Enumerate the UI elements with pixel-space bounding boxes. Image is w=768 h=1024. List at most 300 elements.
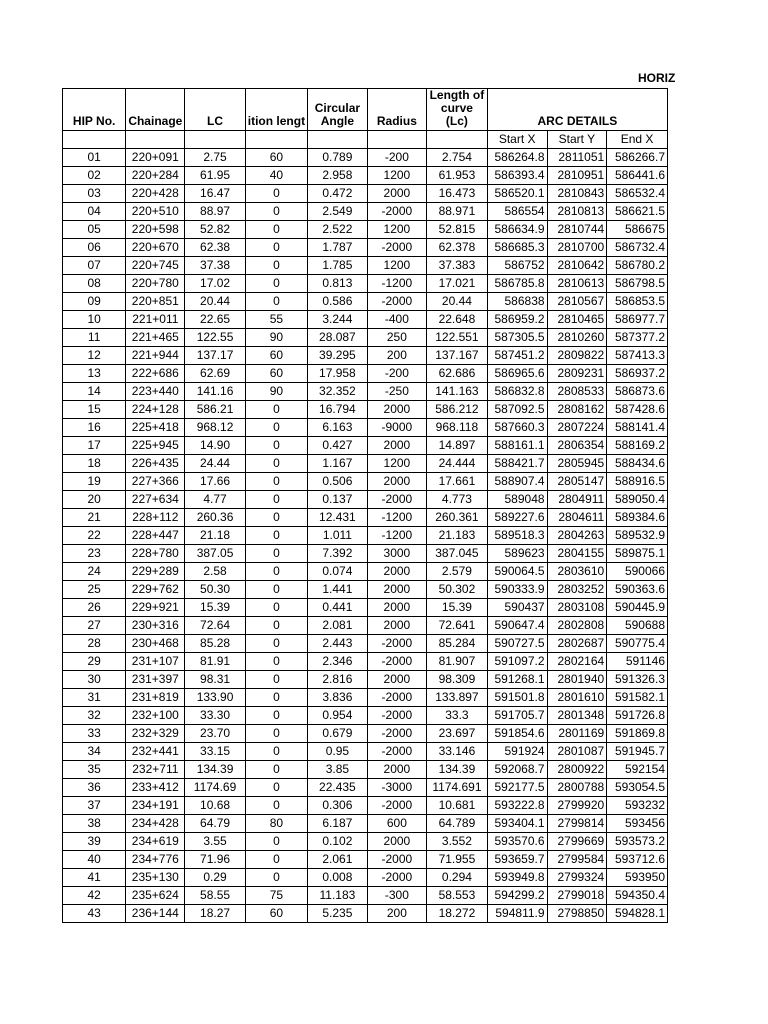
cell-lc[interactable]: 88.97 xyxy=(185,203,245,221)
cell-end-x[interactable]: 590363.6 xyxy=(607,581,668,599)
cell-end-x[interactable]: 588434.6 xyxy=(607,455,668,473)
cell-transition-length[interactable]: 0 xyxy=(245,203,307,221)
cell-start-y[interactable]: 2803108 xyxy=(547,599,607,617)
cell-lc[interactable]: 21.18 xyxy=(185,527,245,545)
cell-hip-no[interactable]: 29 xyxy=(63,653,126,671)
cell-start-y[interactable]: 2810465 xyxy=(547,311,607,329)
cell-lc[interactable]: 387.05 xyxy=(185,545,245,563)
cell-chainage[interactable]: 222+686 xyxy=(126,365,185,383)
cell-end-x[interactable]: 590066 xyxy=(607,563,668,581)
cell-circular-angle[interactable]: 1.785 xyxy=(308,257,368,275)
cell-start-y[interactable]: 2810813 xyxy=(547,203,607,221)
cell-transition-length[interactable]: 0 xyxy=(245,689,307,707)
cell-chainage[interactable]: 232+711 xyxy=(126,761,185,779)
cell-circular-angle[interactable]: 0.586 xyxy=(308,293,368,311)
cell-transition-length[interactable]: 0 xyxy=(245,707,307,725)
cell-curve-length[interactable]: 17.021 xyxy=(427,275,488,293)
cell-end-x[interactable]: 588141.4 xyxy=(607,419,668,437)
cell-end-x[interactable]: 586532.4 xyxy=(607,185,668,203)
cell-circular-angle[interactable]: 0.954 xyxy=(308,707,368,725)
cell-transition-length[interactable]: 0 xyxy=(245,797,307,815)
cell-end-x[interactable]: 586441.6 xyxy=(607,167,668,185)
cell-end-x[interactable]: 586780.2 xyxy=(607,257,668,275)
cell-circular-angle[interactable]: 1.011 xyxy=(308,527,368,545)
cell-transition-length[interactable]: 0 xyxy=(245,257,307,275)
cell-transition-length[interactable]: 0 xyxy=(245,635,307,653)
cell-radius[interactable]: 1200 xyxy=(367,257,426,275)
cell-radius[interactable]: 1200 xyxy=(367,455,426,473)
cell-curve-length[interactable]: 62.686 xyxy=(427,365,488,383)
cell-transition-length[interactable]: 0 xyxy=(245,653,307,671)
cell-lc[interactable]: 98.31 xyxy=(185,671,245,689)
cell-lc[interactable]: 24.44 xyxy=(185,455,245,473)
cell-transition-length[interactable]: 0 xyxy=(245,779,307,797)
cell-start-y[interactable]: 2799584 xyxy=(547,851,607,869)
cell-hip-no[interactable]: 09 xyxy=(63,293,126,311)
cell-chainage[interactable]: 229+921 xyxy=(126,599,185,617)
cell-lc[interactable]: 14.90 xyxy=(185,437,245,455)
cell-chainage[interactable]: 224+128 xyxy=(126,401,185,419)
cell-start-x[interactable]: 589623 xyxy=(487,545,547,563)
cell-lc[interactable]: 64.79 xyxy=(185,815,245,833)
cell-end-x[interactable]: 586853.5 xyxy=(607,293,668,311)
cell-start-x[interactable]: 593222.8 xyxy=(487,797,547,815)
cell-lc[interactable]: 50.30 xyxy=(185,581,245,599)
cell-hip-no[interactable]: 40 xyxy=(63,851,126,869)
cell-radius[interactable]: 2000 xyxy=(367,761,426,779)
cell-radius[interactable]: -2000 xyxy=(367,689,426,707)
cell-radius[interactable]: -2000 xyxy=(367,725,426,743)
cell-start-y[interactable]: 2799669 xyxy=(547,833,607,851)
cell-start-x[interactable]: 590647.4 xyxy=(487,617,547,635)
cell-end-x[interactable]: 586621.5 xyxy=(607,203,668,221)
cell-start-x[interactable]: 586752 xyxy=(487,257,547,275)
cell-radius[interactable]: -200 xyxy=(367,365,426,383)
cell-lc[interactable]: 4.77 xyxy=(185,491,245,509)
cell-end-x[interactable]: 587428.6 xyxy=(607,401,668,419)
cell-end-x[interactable]: 588169.2 xyxy=(607,437,668,455)
cell-curve-length[interactable]: 17.661 xyxy=(427,473,488,491)
cell-start-x[interactable]: 586959.2 xyxy=(487,311,547,329)
cell-start-y[interactable]: 2799018 xyxy=(547,887,607,905)
cell-radius[interactable]: -2000 xyxy=(367,743,426,761)
cell-chainage[interactable]: 227+366 xyxy=(126,473,185,491)
cell-radius[interactable]: -400 xyxy=(367,311,426,329)
cell-chainage[interactable]: 231+107 xyxy=(126,653,185,671)
cell-transition-length[interactable]: 0 xyxy=(245,545,307,563)
cell-chainage[interactable]: 220+851 xyxy=(126,293,185,311)
cell-circular-angle[interactable]: 1.167 xyxy=(308,455,368,473)
cell-curve-length[interactable]: 586.212 xyxy=(427,401,488,419)
cell-radius[interactable]: 600 xyxy=(367,815,426,833)
cell-hip-no[interactable]: 08 xyxy=(63,275,126,293)
cell-end-x[interactable]: 591945.7 xyxy=(607,743,668,761)
cell-start-x[interactable]: 591097.2 xyxy=(487,653,547,671)
cell-start-y[interactable]: 2808162 xyxy=(547,401,607,419)
cell-transition-length[interactable]: 0 xyxy=(245,671,307,689)
cell-radius[interactable]: 2000 xyxy=(367,671,426,689)
cell-radius[interactable]: -2000 xyxy=(367,293,426,311)
cell-radius[interactable]: -2000 xyxy=(367,203,426,221)
cell-start-y[interactable]: 2801169 xyxy=(547,725,607,743)
cell-start-y[interactable]: 2802808 xyxy=(547,617,607,635)
cell-circular-angle[interactable]: 0.506 xyxy=(308,473,368,491)
cell-end-x[interactable]: 590775.4 xyxy=(607,635,668,653)
cell-start-y[interactable]: 2802164 xyxy=(547,653,607,671)
cell-lc[interactable]: 15.39 xyxy=(185,599,245,617)
cell-transition-length[interactable]: 55 xyxy=(245,311,307,329)
cell-start-y[interactable]: 2807224 xyxy=(547,419,607,437)
cell-radius[interactable]: -2000 xyxy=(367,707,426,725)
cell-start-x[interactable]: 589227.6 xyxy=(487,509,547,527)
cell-chainage[interactable]: 220+091 xyxy=(126,149,185,167)
cell-chainage[interactable]: 220+284 xyxy=(126,167,185,185)
cell-end-x[interactable]: 589050.4 xyxy=(607,491,668,509)
cell-curve-length[interactable]: 260.361 xyxy=(427,509,488,527)
cell-circular-angle[interactable]: 1.787 xyxy=(308,239,368,257)
cell-start-y[interactable]: 2806354 xyxy=(547,437,607,455)
cell-start-y[interactable]: 2801610 xyxy=(547,689,607,707)
cell-radius[interactable]: 200 xyxy=(367,905,426,923)
cell-circular-angle[interactable]: 3.836 xyxy=(308,689,368,707)
cell-curve-length[interactable]: 85.284 xyxy=(427,635,488,653)
cell-curve-length[interactable]: 64.789 xyxy=(427,815,488,833)
cell-curve-length[interactable]: 88.971 xyxy=(427,203,488,221)
cell-circular-angle[interactable]: 2.061 xyxy=(308,851,368,869)
cell-end-x[interactable]: 593456 xyxy=(607,815,668,833)
cell-end-x[interactable]: 594350.4 xyxy=(607,887,668,905)
cell-start-y[interactable]: 2805945 xyxy=(547,455,607,473)
cell-hip-no[interactable]: 32 xyxy=(63,707,126,725)
cell-chainage[interactable]: 236+144 xyxy=(126,905,185,923)
cell-hip-no[interactable]: 15 xyxy=(63,401,126,419)
cell-radius[interactable]: -2000 xyxy=(367,491,426,509)
cell-start-x[interactable]: 594811.9 xyxy=(487,905,547,923)
cell-lc[interactable]: 2.58 xyxy=(185,563,245,581)
cell-transition-length[interactable]: 0 xyxy=(245,581,307,599)
cell-start-x[interactable]: 587092.5 xyxy=(487,401,547,419)
cell-start-x[interactable]: 592068.7 xyxy=(487,761,547,779)
cell-radius[interactable]: 2000 xyxy=(367,401,426,419)
cell-hip-no[interactable]: 28 xyxy=(63,635,126,653)
cell-transition-length[interactable]: 90 xyxy=(245,329,307,347)
cell-circular-angle[interactable]: 0.074 xyxy=(308,563,368,581)
cell-end-x[interactable]: 588916.5 xyxy=(607,473,668,491)
cell-curve-length[interactable]: 387.045 xyxy=(427,545,488,563)
cell-chainage[interactable]: 232+441 xyxy=(126,743,185,761)
cell-circular-angle[interactable]: 0.472 xyxy=(308,185,368,203)
cell-start-x[interactable]: 590333.9 xyxy=(487,581,547,599)
cell-hip-no[interactable]: 11 xyxy=(63,329,126,347)
cell-circular-angle[interactable]: 0.95 xyxy=(308,743,368,761)
cell-hip-no[interactable]: 31 xyxy=(63,689,126,707)
cell-chainage[interactable]: 234+619 xyxy=(126,833,185,851)
cell-radius[interactable]: 2000 xyxy=(367,581,426,599)
cell-chainage[interactable]: 221+944 xyxy=(126,347,185,365)
cell-end-x[interactable]: 591326.3 xyxy=(607,671,668,689)
cell-radius[interactable]: 2000 xyxy=(367,185,426,203)
cell-lc[interactable]: 71.96 xyxy=(185,851,245,869)
cell-start-y[interactable]: 2805147 xyxy=(547,473,607,491)
cell-start-x[interactable]: 586634.9 xyxy=(487,221,547,239)
cell-chainage[interactable]: 220+780 xyxy=(126,275,185,293)
cell-radius[interactable]: -3000 xyxy=(367,779,426,797)
cell-chainage[interactable]: 220+598 xyxy=(126,221,185,239)
cell-hip-no[interactable]: 34 xyxy=(63,743,126,761)
cell-circular-angle[interactable]: 16.794 xyxy=(308,401,368,419)
cell-chainage[interactable]: 221+465 xyxy=(126,329,185,347)
cell-hip-no[interactable]: 05 xyxy=(63,221,126,239)
cell-start-y[interactable]: 2804911 xyxy=(547,491,607,509)
cell-curve-length[interactable]: 15.39 xyxy=(427,599,488,617)
cell-hip-no[interactable]: 27 xyxy=(63,617,126,635)
cell-start-y[interactable]: 2808533 xyxy=(547,383,607,401)
cell-chainage[interactable]: 228+447 xyxy=(126,527,185,545)
cell-transition-length[interactable]: 0 xyxy=(245,185,307,203)
cell-chainage[interactable]: 235+130 xyxy=(126,869,185,887)
cell-chainage[interactable]: 221+011 xyxy=(126,311,185,329)
cell-start-x[interactable]: 586393.4 xyxy=(487,167,547,185)
cell-end-x[interactable]: 590445.9 xyxy=(607,599,668,617)
cell-start-x[interactable]: 586264.8 xyxy=(487,149,547,167)
cell-start-x[interactable]: 589048 xyxy=(487,491,547,509)
cell-end-x[interactable]: 593950 xyxy=(607,869,668,887)
cell-lc[interactable]: 17.02 xyxy=(185,275,245,293)
cell-transition-length[interactable]: 60 xyxy=(245,149,307,167)
cell-circular-angle[interactable]: 28.087 xyxy=(308,329,368,347)
cell-hip-no[interactable]: 21 xyxy=(63,509,126,527)
cell-chainage[interactable]: 225+418 xyxy=(126,419,185,437)
cell-hip-no[interactable]: 14 xyxy=(63,383,126,401)
cell-end-x[interactable]: 586675 xyxy=(607,221,668,239)
cell-start-y[interactable]: 2802687 xyxy=(547,635,607,653)
cell-start-x[interactable]: 587451.2 xyxy=(487,347,547,365)
cell-curve-length[interactable]: 16.473 xyxy=(427,185,488,203)
cell-chainage[interactable]: 227+634 xyxy=(126,491,185,509)
cell-start-x[interactable]: 587660.3 xyxy=(487,419,547,437)
cell-curve-length[interactable]: 33.3 xyxy=(427,707,488,725)
cell-end-x[interactable]: 592154 xyxy=(607,761,668,779)
cell-transition-length[interactable]: 0 xyxy=(245,491,307,509)
cell-chainage[interactable]: 223+440 xyxy=(126,383,185,401)
cell-transition-length[interactable]: 0 xyxy=(245,761,307,779)
cell-lc[interactable]: 0.29 xyxy=(185,869,245,887)
cell-radius[interactable]: -200 xyxy=(367,149,426,167)
cell-curve-length[interactable]: 23.697 xyxy=(427,725,488,743)
cell-radius[interactable]: -2000 xyxy=(367,797,426,815)
cell-circular-angle[interactable]: 3.85 xyxy=(308,761,368,779)
cell-hip-no[interactable]: 18 xyxy=(63,455,126,473)
cell-end-x[interactable]: 589384.6 xyxy=(607,509,668,527)
cell-curve-length[interactable]: 14.897 xyxy=(427,437,488,455)
cell-lc[interactable]: 62.38 xyxy=(185,239,245,257)
cell-transition-length[interactable]: 0 xyxy=(245,455,307,473)
cell-start-y[interactable]: 2810951 xyxy=(547,167,607,185)
cell-radius[interactable]: -250 xyxy=(367,383,426,401)
cell-radius[interactable]: -1200 xyxy=(367,275,426,293)
cell-circular-angle[interactable]: 17.958 xyxy=(308,365,368,383)
cell-start-y[interactable]: 2801087 xyxy=(547,743,607,761)
cell-curve-length[interactable]: 33.146 xyxy=(427,743,488,761)
cell-lc[interactable]: 18.27 xyxy=(185,905,245,923)
cell-transition-length[interactable]: 0 xyxy=(245,473,307,491)
cell-lc[interactable]: 133.90 xyxy=(185,689,245,707)
cell-end-x[interactable]: 594828.1 xyxy=(607,905,668,923)
cell-lc[interactable]: 137.17 xyxy=(185,347,245,365)
cell-chainage[interactable]: 228+780 xyxy=(126,545,185,563)
cell-lc[interactable]: 141.16 xyxy=(185,383,245,401)
cell-transition-length[interactable]: 0 xyxy=(245,617,307,635)
cell-chainage[interactable]: 235+624 xyxy=(126,887,185,905)
cell-lc[interactable]: 968.12 xyxy=(185,419,245,437)
cell-start-y[interactable]: 2810613 xyxy=(547,275,607,293)
cell-circular-angle[interactable]: 0.679 xyxy=(308,725,368,743)
cell-transition-length[interactable]: 0 xyxy=(245,833,307,851)
cell-transition-length[interactable]: 0 xyxy=(245,419,307,437)
cell-curve-length[interactable]: 18.272 xyxy=(427,905,488,923)
cell-radius[interactable]: 3000 xyxy=(367,545,426,563)
cell-circular-angle[interactable]: 2.081 xyxy=(308,617,368,635)
cell-start-y[interactable]: 2810642 xyxy=(547,257,607,275)
cell-lc[interactable]: 134.39 xyxy=(185,761,245,779)
cell-lc[interactable]: 85.28 xyxy=(185,635,245,653)
cell-chainage[interactable]: 220+510 xyxy=(126,203,185,221)
cell-circular-angle[interactable]: 6.187 xyxy=(308,815,368,833)
cell-circular-angle[interactable]: 2.549 xyxy=(308,203,368,221)
cell-curve-length[interactable]: 10.681 xyxy=(427,797,488,815)
cell-circular-angle[interactable]: 0.306 xyxy=(308,797,368,815)
cell-end-x[interactable]: 591582.1 xyxy=(607,689,668,707)
cell-transition-length[interactable]: 0 xyxy=(245,221,307,239)
cell-circular-angle[interactable]: 2.443 xyxy=(308,635,368,653)
cell-start-y[interactable]: 2804263 xyxy=(547,527,607,545)
cell-curve-length[interactable]: 1174.691 xyxy=(427,779,488,797)
cell-circular-angle[interactable]: 2.958 xyxy=(308,167,368,185)
cell-end-x[interactable]: 586937.2 xyxy=(607,365,668,383)
cell-end-x[interactable]: 586798.5 xyxy=(607,275,668,293)
cell-circular-angle[interactable]: 0.427 xyxy=(308,437,368,455)
cell-hip-no[interactable]: 36 xyxy=(63,779,126,797)
cell-start-y[interactable]: 2799324 xyxy=(547,869,607,887)
cell-chainage[interactable]: 220+670 xyxy=(126,239,185,257)
cell-start-y[interactable]: 2810567 xyxy=(547,293,607,311)
cell-circular-angle[interactable]: 6.163 xyxy=(308,419,368,437)
cell-lc[interactable]: 17.66 xyxy=(185,473,245,491)
cell-chainage[interactable]: 234+428 xyxy=(126,815,185,833)
cell-circular-angle[interactable]: 1.441 xyxy=(308,581,368,599)
cell-lc[interactable]: 122.55 xyxy=(185,329,245,347)
cell-radius[interactable]: -9000 xyxy=(367,419,426,437)
cell-hip-no[interactable]: 37 xyxy=(63,797,126,815)
cell-radius[interactable]: -1200 xyxy=(367,527,426,545)
cell-lc[interactable]: 33.15 xyxy=(185,743,245,761)
cell-end-x[interactable]: 593573.2 xyxy=(607,833,668,851)
cell-start-x[interactable]: 586838 xyxy=(487,293,547,311)
cell-end-x[interactable]: 593232 xyxy=(607,797,668,815)
cell-start-y[interactable]: 2798850 xyxy=(547,905,607,923)
cell-radius[interactable]: 1200 xyxy=(367,221,426,239)
cell-lc[interactable]: 81.91 xyxy=(185,653,245,671)
cell-transition-length[interactable]: 0 xyxy=(245,743,307,761)
cell-lc[interactable]: 3.55 xyxy=(185,833,245,851)
cell-hip-no[interactable]: 04 xyxy=(63,203,126,221)
cell-circular-angle[interactable]: 32.352 xyxy=(308,383,368,401)
cell-transition-length[interactable]: 0 xyxy=(245,275,307,293)
cell-lc[interactable]: 52.82 xyxy=(185,221,245,239)
cell-end-x[interactable]: 591726.8 xyxy=(607,707,668,725)
cell-lc[interactable]: 1174.69 xyxy=(185,779,245,797)
cell-transition-length[interactable]: 80 xyxy=(245,815,307,833)
cell-circular-angle[interactable]: 12.431 xyxy=(308,509,368,527)
cell-transition-length[interactable]: 60 xyxy=(245,905,307,923)
cell-start-x[interactable]: 594299.2 xyxy=(487,887,547,905)
cell-hip-no[interactable]: 23 xyxy=(63,545,126,563)
cell-transition-length[interactable]: 75 xyxy=(245,887,307,905)
cell-start-y[interactable]: 2800922 xyxy=(547,761,607,779)
cell-chainage[interactable]: 220+428 xyxy=(126,185,185,203)
cell-start-y[interactable]: 2810744 xyxy=(547,221,607,239)
cell-curve-length[interactable]: 61.953 xyxy=(427,167,488,185)
cell-chainage[interactable]: 231+397 xyxy=(126,671,185,689)
cell-lc[interactable]: 33.30 xyxy=(185,707,245,725)
cell-lc[interactable]: 62.69 xyxy=(185,365,245,383)
cell-hip-no[interactable]: 42 xyxy=(63,887,126,905)
cell-curve-length[interactable]: 134.39 xyxy=(427,761,488,779)
cell-start-x[interactable]: 588907.4 xyxy=(487,473,547,491)
cell-hip-no[interactable]: 10 xyxy=(63,311,126,329)
cell-chainage[interactable]: 234+776 xyxy=(126,851,185,869)
cell-radius[interactable]: 2000 xyxy=(367,473,426,491)
cell-circular-angle[interactable]: 22.435 xyxy=(308,779,368,797)
cell-transition-length[interactable]: 0 xyxy=(245,239,307,257)
cell-transition-length[interactable]: 0 xyxy=(245,563,307,581)
cell-hip-no[interactable]: 06 xyxy=(63,239,126,257)
cell-start-x[interactable]: 588421.7 xyxy=(487,455,547,473)
cell-start-y[interactable]: 2800788 xyxy=(547,779,607,797)
cell-start-x[interactable]: 591854.6 xyxy=(487,725,547,743)
cell-curve-length[interactable]: 141.163 xyxy=(427,383,488,401)
cell-end-x[interactable]: 593712.6 xyxy=(607,851,668,869)
cell-start-x[interactable]: 586554 xyxy=(487,203,547,221)
cell-circular-angle[interactable]: 0.813 xyxy=(308,275,368,293)
cell-start-x[interactable]: 592177.5 xyxy=(487,779,547,797)
cell-radius[interactable]: 2000 xyxy=(367,437,426,455)
cell-start-x[interactable]: 591501.8 xyxy=(487,689,547,707)
cell-chainage[interactable]: 225+945 xyxy=(126,437,185,455)
cell-chainage[interactable]: 226+435 xyxy=(126,455,185,473)
cell-radius[interactable]: 2000 xyxy=(367,617,426,635)
cell-end-x[interactable]: 587413.3 xyxy=(607,347,668,365)
cell-start-x[interactable]: 588161.1 xyxy=(487,437,547,455)
cell-hip-no[interactable]: 33 xyxy=(63,725,126,743)
cell-hip-no[interactable]: 38 xyxy=(63,815,126,833)
cell-start-y[interactable]: 2810700 xyxy=(547,239,607,257)
cell-start-y[interactable]: 2803252 xyxy=(547,581,607,599)
cell-transition-length[interactable]: 0 xyxy=(245,599,307,617)
cell-lc[interactable]: 16.47 xyxy=(185,185,245,203)
cell-hip-no[interactable]: 41 xyxy=(63,869,126,887)
cell-start-y[interactable]: 2799920 xyxy=(547,797,607,815)
cell-hip-no[interactable]: 30 xyxy=(63,671,126,689)
cell-curve-length[interactable]: 50.302 xyxy=(427,581,488,599)
cell-hip-no[interactable]: 12 xyxy=(63,347,126,365)
cell-transition-length[interactable]: 60 xyxy=(245,365,307,383)
cell-radius[interactable]: 250 xyxy=(367,329,426,347)
cell-curve-length[interactable]: 122.551 xyxy=(427,329,488,347)
cell-end-x[interactable]: 586873.6 xyxy=(607,383,668,401)
cell-start-x[interactable]: 590727.5 xyxy=(487,635,547,653)
cell-circular-angle[interactable]: 11.183 xyxy=(308,887,368,905)
